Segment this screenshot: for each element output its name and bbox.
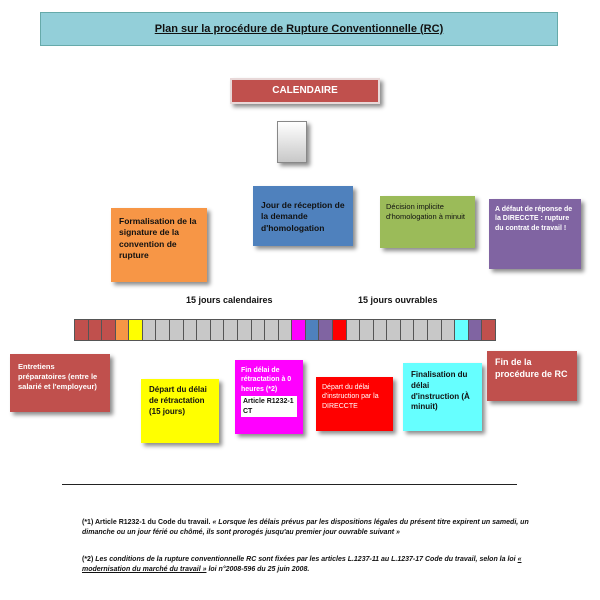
- label-15-jours-ouvrables: 15 jours ouvrables: [358, 295, 438, 305]
- timeline-day-cell: [442, 320, 456, 340]
- jour-reception-box: Jour de réception de la demande d'homologation: [253, 186, 353, 246]
- timeline-day-cell: [252, 320, 266, 340]
- timeline-day-cell: [211, 320, 225, 340]
- timeline-day-cell: [414, 320, 428, 340]
- fin-retractation-text: Fin délai de rétractation à 0 heures (*2): [241, 367, 292, 393]
- timeline-day-cell: [279, 320, 293, 340]
- entretiens-box: Entretiens préparatoires (entre le salarié et l'employeur): [10, 354, 110, 412]
- note2-prefix: (*2): [82, 556, 94, 563]
- timeline-day-cell: [129, 320, 143, 340]
- timeline-day-cell: [482, 320, 495, 340]
- note2-suffix: loi n°2008-596 du 25 juin 2008.: [208, 566, 310, 574]
- timeline-day-cell: [401, 320, 415, 340]
- timeline-day-cell: [455, 320, 469, 340]
- timeline-bar: [74, 319, 496, 341]
- divider: [62, 484, 517, 485]
- calendaire-box: CALENDAIRE: [230, 78, 380, 104]
- fin-retractation-box: [235, 360, 303, 434]
- timeline-day-cell: [75, 320, 89, 340]
- footnote-1: [82, 518, 552, 538]
- depart-instruction-box: Départ du délai d'instruction par la DIRECCTE: [316, 377, 393, 431]
- timeline-day-cell: [374, 320, 388, 340]
- timeline-day-cell: [319, 320, 333, 340]
- decision-implicite-box: Décision implicite d'homologation à minuit: [380, 196, 475, 248]
- timeline-day-cell: [143, 320, 157, 340]
- timeline-day-cell: [116, 320, 130, 340]
- timeline-day-cell: [428, 320, 442, 340]
- timeline-day-cell: [333, 320, 347, 340]
- timeline-day-cell: [387, 320, 401, 340]
- timeline-day-cell: [360, 320, 374, 340]
- footnote-2: [82, 555, 552, 575]
- timeline-day-cell: [197, 320, 211, 340]
- timeline-day-cell: [156, 320, 170, 340]
- fin-rc-box: Fin de la procédure de RC: [487, 351, 577, 401]
- timeline-day-cell: [184, 320, 198, 340]
- finalisation-box: Finalisation du délai d'instruction (À minuit): [403, 363, 482, 431]
- timeline-day-cell: [306, 320, 320, 340]
- note1-quote: « Lorsque les délais prévus par les dispositions légales du présent titre expirent un samedi, un dimanche ou un jour férié ou chômé, ils sont prorogés jusqu'au premier jour ouvrable suivant »: [82, 519, 529, 537]
- timeline-day-cell: [102, 320, 116, 340]
- timeline-day-cell: [265, 320, 279, 340]
- timeline-day-cell: [469, 320, 483, 340]
- timeline-day-cell: [292, 320, 306, 340]
- timeline-day-cell: [224, 320, 238, 340]
- note2-link[interactable]: « modernisation du marché du travail »: [82, 556, 522, 574]
- article-label: Article R1232-1 CT: [241, 396, 297, 417]
- calendar-icon: [277, 121, 307, 163]
- timeline-day-cell: [89, 320, 103, 340]
- timeline-day-cell: [347, 320, 361, 340]
- formalisation-box: Formalisation de la signature de la convention de rupture: [111, 208, 207, 282]
- a-defaut-box: A défaut de réponse de la DIRECCTE : rupture du contrat de travail !: [489, 199, 581, 269]
- timeline-day-cell: [170, 320, 184, 340]
- timeline-day-cell: [238, 320, 252, 340]
- note1-prefix: (*1) Article R1232-1 du Code du travail.: [82, 519, 211, 526]
- page-title: Plan sur la procédure de Rupture Conventionnelle (RC): [40, 12, 558, 46]
- note2-text: Les conditions de la rupture conventionnelle RC sont fixées par les articles L.1237-11 au L.1237-17 Code du travail, selon la loi: [95, 556, 516, 563]
- label-15-jours-calendaires: 15 jours calendaires: [186, 295, 273, 305]
- depart-retractation-box: Départ du délai de rétractation (15 jours): [141, 379, 219, 443]
